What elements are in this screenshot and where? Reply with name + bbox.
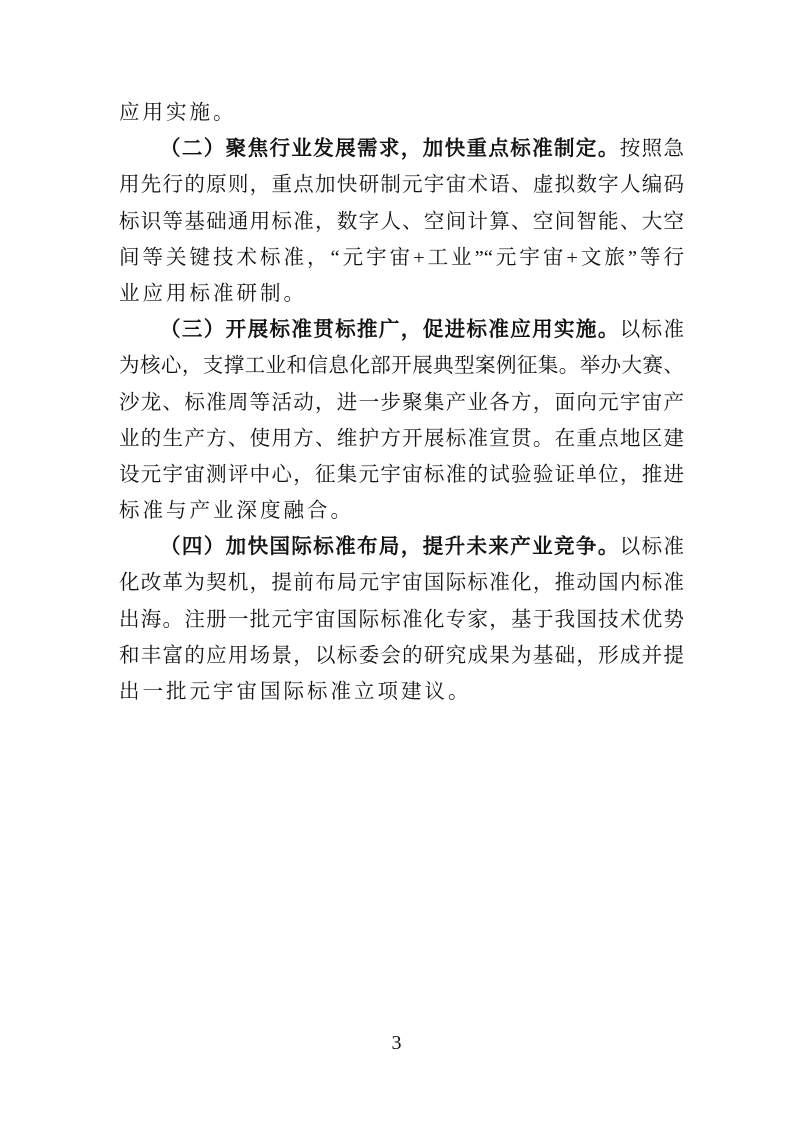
body-text-segment: 化改革为契机，提前布局元宇宙国际标准化，推动国内标准: [119, 572, 684, 595]
document-line: [119, 565, 684, 601]
document-line: [119, 131, 684, 167]
body-text-segment: 为核心，支撑工业和信息化部开展典型案例征集。举办大赛、: [119, 355, 684, 378]
document-line: [119, 493, 684, 529]
page-number: 3: [391, 1032, 402, 1054]
document-line: [119, 348, 684, 384]
document-line: [119, 167, 684, 203]
document-line: [119, 240, 684, 276]
document-line: [119, 638, 684, 674]
heading-text-segment: （四）加快国际标准布局，提升未来产业竞争。: [160, 536, 620, 559]
body-text-segment: 间等关键技术标准，“元宇宙+工业”“元宇宙+文旅”等行: [119, 246, 684, 269]
body-text-segment: 标识等基础通用标准，数字人、空间计算、空间智能、大空: [119, 210, 684, 233]
body-text-segment: 沙龙、标准周等活动，进一步聚集产业各方，面向元宇宙产: [119, 391, 684, 414]
document-line: [119, 602, 684, 638]
body-text-segment: 出一批元宇宙国际标准立项建议。: [119, 681, 472, 703]
document-line: [119, 276, 684, 312]
document-line: [119, 457, 684, 493]
body-text-segment: 以标准: [619, 536, 685, 559]
body-text-segment: 和丰富的应用场景，以标委会的研究成果为基础，形成并提: [119, 644, 684, 667]
body-text-segment: 业的生产方、使用方、维护方开展标准宣贯。在重点地区建: [119, 427, 684, 450]
document-line: [119, 674, 684, 710]
body-text-segment: 应用实施。: [119, 102, 237, 124]
body-text-segment: 业应用标准研制。: [119, 282, 307, 305]
heading-text-segment: （三）开展标准贯标推广，促进标准应用实施。: [160, 319, 620, 342]
body-text-segment: 用先行的原则，重点加快研制元宇宙术语、虚拟数字人编码: [119, 174, 684, 197]
document-line: [119, 529, 684, 565]
body-text-segment: 出海。注册一批元宇宙国际标准化专家，基于我国技术优势: [119, 608, 684, 631]
body-text-segment: 设元宇宙测评中心，征集元宇宙标准的试验验证单位，推进: [119, 463, 684, 486]
document-line: [119, 421, 684, 457]
document-line: [119, 204, 684, 240]
document-line: [119, 312, 684, 348]
body-text-segment: 按照急: [619, 138, 685, 161]
document-text-block: [119, 95, 684, 710]
body-text-segment: 标准与产业深度融合。: [119, 500, 354, 523]
heading-text-segment: （二）聚焦行业发展需求，加快重点标准制定。: [160, 138, 620, 161]
body-text-segment: 以标准: [619, 319, 685, 342]
document-line: [119, 385, 684, 421]
document-line: [119, 95, 684, 131]
